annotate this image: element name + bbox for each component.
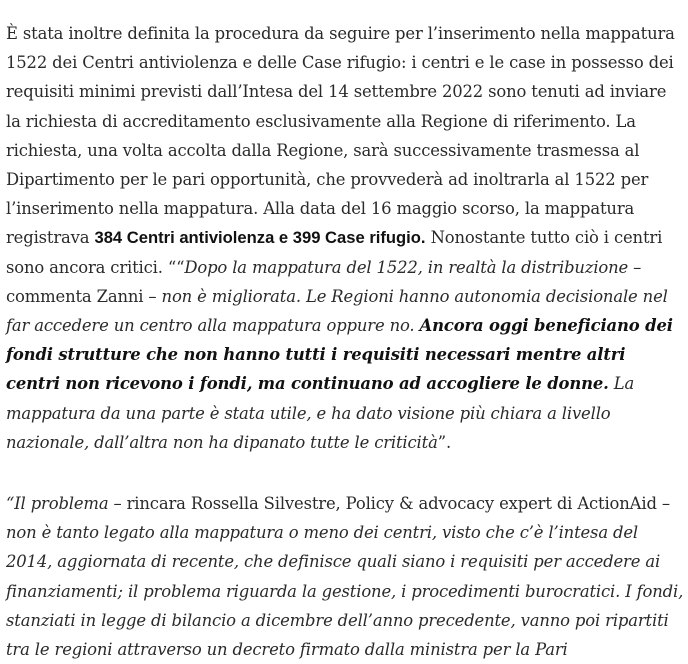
quote-zanni-end: La mappatura da una parte è stata utile, e ha dato visione più chiara a livello nazionale, dall’altra non ha dipanato tutte le criticità [6, 374, 635, 452]
attribution-silvestre: – rincara Rossella Silvestre, Policy & advocacy expert di ActionAid – [108, 494, 670, 514]
paragraph-silvestre [6, 489, 684, 664]
quote-silvestre-body: non è tanto legato alla mappatura o meno dei centri, visto che c’è l’intesa del 2014, aggiornata di recente, che definisce quali siano i requisiti per accedere ai finanziamenti; il problema riguarda la gestione, i procedimenti burocratici. I fondi, stanziati in legge di bilancio a dicembre dell’anno precedente, vanno poi ripartiti tra le regioni attraverso un decreto firmato dalla ministra per la Pari [6, 523, 684, 660]
article-body [6, 19, 684, 664]
text-critical: Nonostante tutto ciò i centri sono ancora critici. ““ [6, 228, 663, 277]
attribution-zanni: – commenta Zanni – [6, 257, 642, 306]
quote-zanni-highlight: Ancora oggi beneficiano dei fondi strutture che non hanno tutti i requisiti necessari mentre altri centri non ricevono i fondi, ma continuano ad accogliere le donne. [6, 316, 673, 394]
highlight-centers-count: 384 Centri antiviolenza e 399 Case rifugio. [94, 228, 426, 248]
text-procedure: È stata inoltre definita la procedura da seguire per l’inserimento nella mappatura 1522 dei Centri antiviolenza e delle Case rifugio: i centri e le case in possesso dei requisiti minimi previsti dall’Intesa del 14 settembre 2022 sono tenuti ad inviare la richiesta di accreditamento esclusivamente alla Regione di riferimento. La richiesta, una volta accolta dalla Regione, sarà successivamente trasmessa al Dipartimento per le pari opportunità, che provvederà ad inoltrarla al 1522 per l’inserimento nella mappatura. Alla data del 16 maggio scorso, la mappatura registrava [6, 24, 675, 248]
quote-zanni-start: Dopo la mappatura del 1522, in realtà la distribuzione [184, 257, 629, 277]
quote-silvestre-start: “Il problema [6, 494, 109, 514]
quote-close: ”. [437, 432, 452, 452]
quote-zanni-regions: non è migliorata. Le Regioni hanno autonomia decisionale nel far accedere un centro alla mappatura oppure no. [6, 286, 668, 336]
paragraph-accreditation [6, 19, 684, 457]
